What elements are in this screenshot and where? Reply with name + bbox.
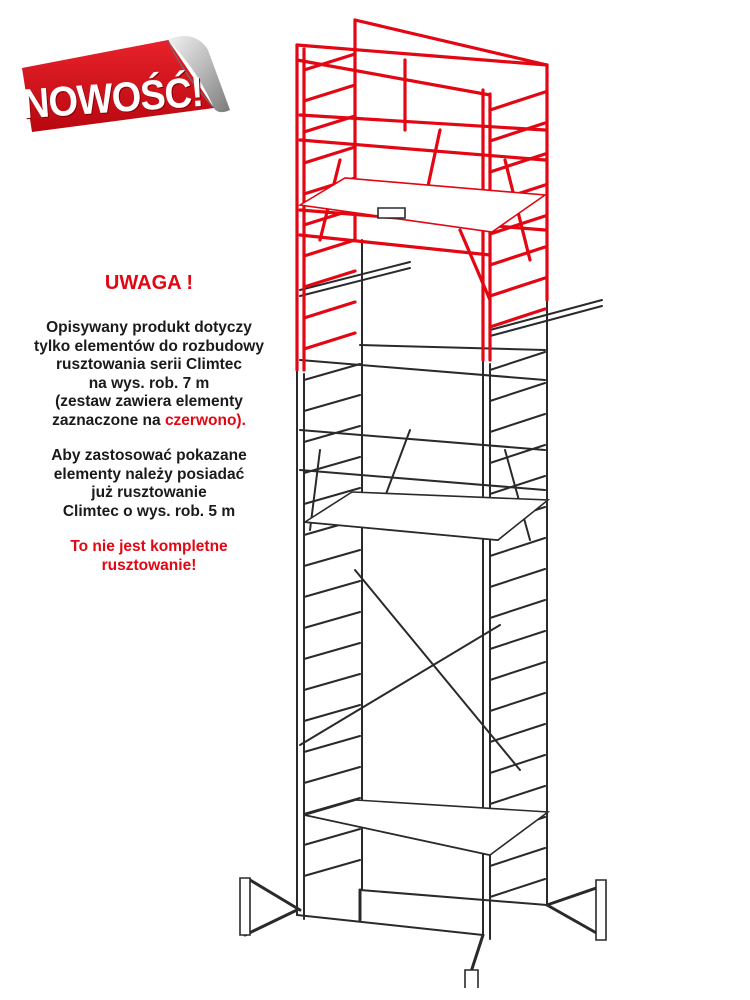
notice-line: Aby zastosować pokazane [51,447,247,464]
stabilizer-arm [300,262,410,290]
guardrail [360,345,545,350]
red-guardrail [300,140,545,160]
ladder-rung [304,643,360,659]
ladder-rung [490,755,545,773]
red-rung [490,247,545,265]
outrigger [245,910,297,935]
scaffold-base-frame [245,240,605,975]
ladder-rung [490,786,545,804]
outrigger-foot [240,878,250,935]
diagonal-brace [300,625,500,745]
outrigger [250,880,300,910]
notice-line: już rusztowanie [91,484,207,501]
outrigger-foot [465,970,478,988]
platform-hatch [378,208,405,218]
red-guardrail [300,235,490,255]
ladder-rung [304,829,360,845]
ladder-rung [490,848,545,866]
ladder-rung [490,352,545,370]
ladder-rung [304,395,360,411]
outrigger [470,935,483,975]
notice-line: elementy należy posiadać [53,465,245,483]
ladder-rung [490,631,545,649]
warning-line: To nie jest kompletne [70,538,228,555]
red-rung [304,147,355,163]
red-rung [304,333,355,349]
ladder-rung [490,383,545,401]
notice-line: Climtec o wys. rob. 5 m [62,502,236,520]
ladder-rung [490,662,545,680]
notice-line: rusztowania serii Climtec [55,356,243,373]
platform-lower [305,800,548,855]
ladder-rung [490,414,545,432]
notice-line: (zestaw zawiera elementy [55,393,243,410]
guardrail [300,470,545,490]
scaffold-solid-parts [240,178,606,988]
ladder-rung [304,612,360,628]
base-bar [360,890,547,905]
red-rung [490,92,545,110]
platform-top [300,178,545,232]
ladder-rung [304,767,360,783]
diagonal-brace [355,570,520,770]
platform-middle [305,492,548,540]
ladder-rung [490,693,545,711]
ladder-rung [490,569,545,587]
notice-line-prefix: zaznaczone na [52,411,165,429]
ladder-rung [304,674,360,690]
notice-line: na wys. rob. 7 m [88,374,210,392]
red-rung [304,302,355,318]
new-badge [18,30,233,140]
ladder-rung [304,364,360,380]
red-rung [490,278,545,296]
notice-line-suffix: ). [236,411,246,429]
notice-line: Opisywany produkt dotyczy [46,319,252,336]
base-bar [297,915,483,935]
notice-title: UWAGA ! [104,272,194,294]
red-brace [460,230,490,300]
red-rung [304,85,355,101]
badge-label: NOWOŚĆ! [20,69,205,129]
ladder-rung [304,860,360,876]
outrigger [547,905,600,935]
red-rung [304,240,355,256]
ladder-rung [490,724,545,742]
ladder-rung [304,550,360,566]
red-guardrail [297,60,490,95]
warning-line: rusztowanie! [101,556,197,574]
ladder-rung [304,581,360,597]
ladder-rung [490,879,545,897]
guardrail [300,430,545,450]
ladder-rung [490,600,545,618]
highlight-word: czerwono [164,411,237,429]
notice-line: tylko elementów do rozbudowy [34,337,264,355]
scaffold-illustration [230,18,630,988]
outrigger-foot [596,880,606,940]
